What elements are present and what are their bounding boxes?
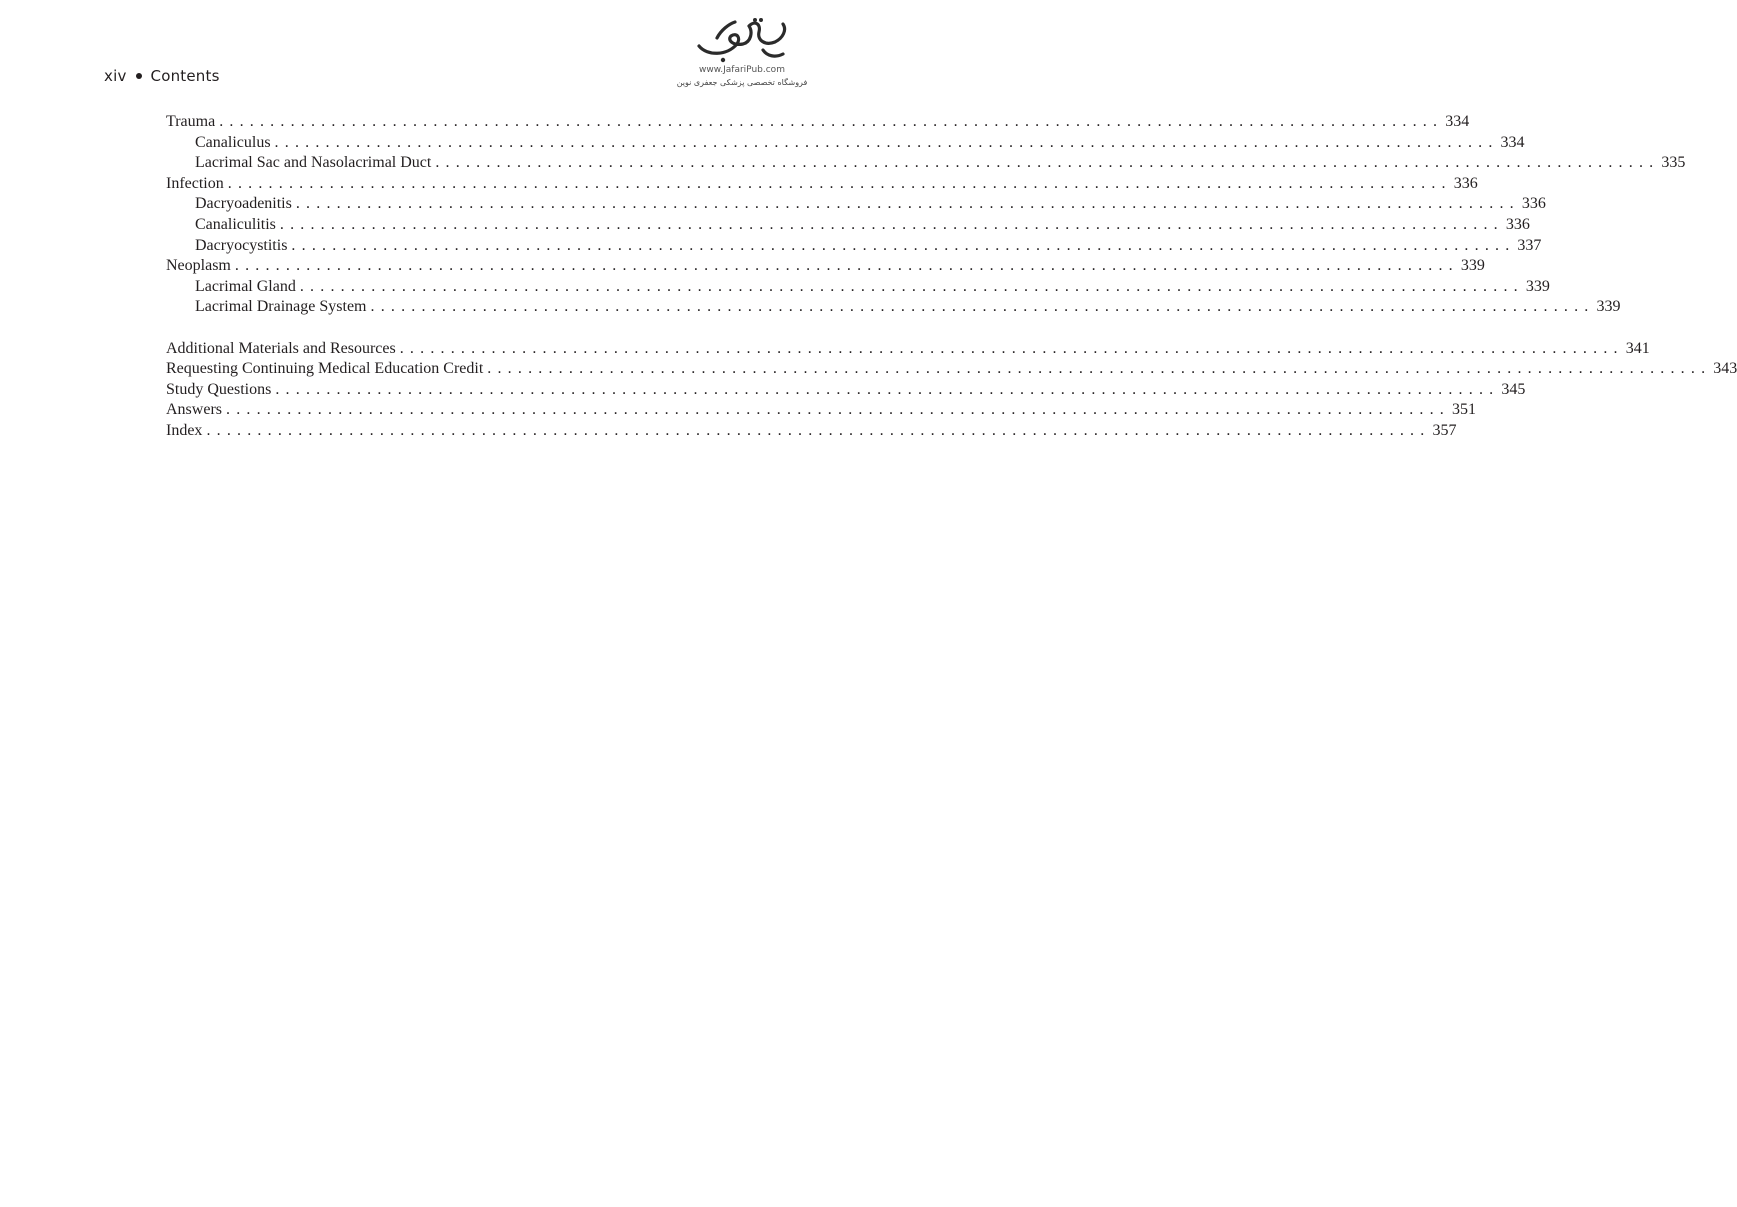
calligraphy-logo-icon (693, 16, 791, 64)
toc-entry (166, 194, 1546, 215)
section-title: Contents (150, 67, 220, 85)
toc-entry-title: Dacryocystitis (195, 236, 288, 254)
dot-leader: ........................................................................................................................ (227, 174, 1452, 192)
toc-entry-title: Canaliculitis (195, 215, 276, 233)
toc-entry-title: Requesting Continuing Medical Education Credit (166, 360, 484, 378)
dot-leader: ........................................................................................................................ (274, 133, 1499, 151)
dot-leader: ........................................................................................................................ (291, 236, 1516, 254)
toc-entry-page: 336 (1453, 174, 1478, 192)
running-head (104, 67, 220, 85)
dot-leader: ........................................................................................................................ (435, 154, 1660, 172)
toc-entry-page: 339 (1596, 298, 1621, 316)
toc-entry (166, 421, 1457, 442)
bullet-separator (136, 73, 142, 79)
watermark-tagline: فروشگاه تخصصی پزشکی جعفری نوین (676, 78, 808, 87)
toc-entry-title: Additional Materials and Resources (166, 339, 396, 357)
toc-entry-title: Canaliculus (195, 133, 271, 151)
toc-entry-page: 345 (1501, 380, 1526, 398)
toc-entry-page: 336 (1505, 215, 1530, 233)
toc-entry-title: Index (166, 421, 203, 439)
table-of-contents (166, 112, 1737, 442)
toc-entry (166, 112, 1470, 133)
toc-entry-page: 339 (1525, 277, 1550, 295)
dot-leader: ........................................................................................................................ (219, 113, 1444, 130)
toc-entry (166, 277, 1550, 298)
toc-entry-page: 339 (1460, 257, 1485, 275)
toc-entry (166, 400, 1476, 421)
toc-entry-title: Lacrimal Sac and Nasolacrimal Duct (195, 154, 432, 172)
toc-entry-page: 337 (1517, 236, 1542, 254)
toc-entry (166, 297, 1621, 318)
toc-entry-page: 334 (1445, 113, 1470, 130)
toc-entry-title: Answers (166, 401, 222, 419)
toc-entry-title: Infection (166, 174, 224, 192)
toc-entry (166, 236, 1542, 257)
toc-entry-page: 357 (1432, 421, 1457, 439)
toc-entry-page: 351 (1452, 401, 1476, 419)
toc-entry (166, 174, 1478, 195)
watermark-url: www.JafariPub.com (699, 65, 785, 75)
dot-leader: ........................................................................................................................ (399, 339, 1624, 357)
dot-leader: ........................................................................................................................ (234, 257, 1459, 275)
dot-leader: ........................................................................................................................ (279, 215, 1504, 233)
dot-leader: ........................................................................................................................ (275, 380, 1500, 398)
toc-entry-title: Study Questions (166, 380, 272, 398)
dot-leader: ........................................................................................................................ (487, 360, 1712, 378)
publisher-watermark (676, 16, 808, 98)
toc-entry-title: Lacrimal Gland (195, 277, 296, 295)
toc-entry (166, 215, 1530, 236)
toc-entry (166, 133, 1525, 154)
toc-entry-title: Trauma (166, 113, 216, 130)
toc-entry-title: Lacrimal Drainage System (195, 298, 367, 316)
toc-entry-page: 336 (1521, 195, 1546, 213)
dot-leader: ........................................................................................................................ (206, 421, 1431, 439)
dot-leader: ........................................................................................................................ (299, 277, 1524, 295)
toc-entry (166, 153, 1686, 174)
page-number: xiv (104, 67, 127, 85)
toc-entry-page: 341 (1625, 339, 1650, 357)
toc-entry (166, 359, 1737, 380)
toc-entry-page: 334 (1500, 133, 1525, 151)
dot-leader: ........................................................................................................................ (226, 401, 1450, 419)
toc-entry (166, 256, 1485, 277)
toc-entry-title: Dacryoadenitis (195, 195, 292, 213)
toc-entry-page: 335 (1661, 154, 1686, 172)
dot-leader: ........................................................................................................................ (370, 298, 1595, 316)
toc-entry-page: 343 (1713, 360, 1737, 378)
toc-entry (166, 380, 1526, 401)
toc-entry (166, 339, 1650, 360)
dot-leader: ........................................................................................................................ (295, 195, 1520, 213)
toc-entry-title: Neoplasm (166, 257, 231, 275)
